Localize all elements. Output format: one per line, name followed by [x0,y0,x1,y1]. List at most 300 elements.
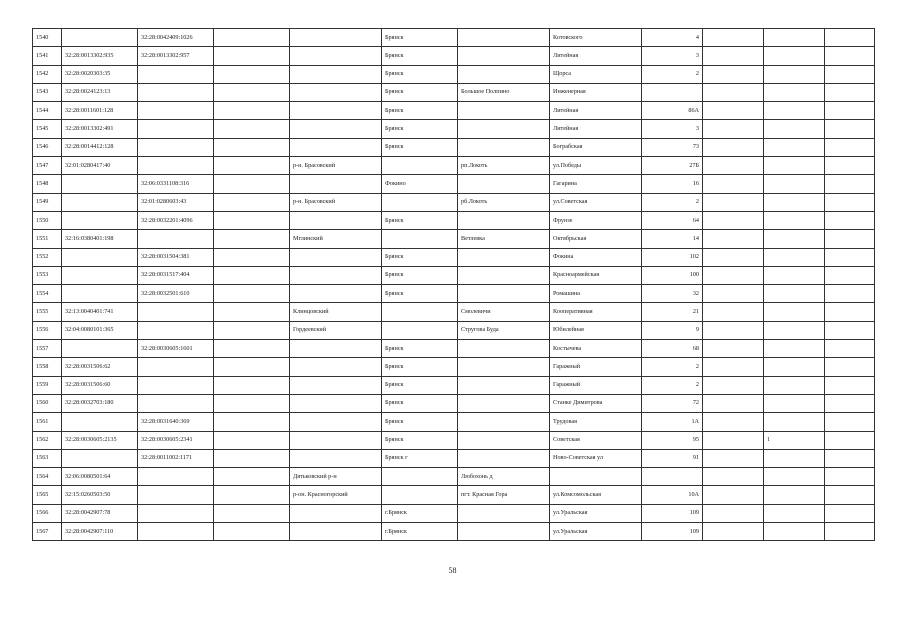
city-cell: Фокино [382,175,458,193]
cadastral-number-cell [62,266,138,284]
count-cell [764,211,825,229]
cadastral-number-cell [62,340,138,358]
extra-cell [703,102,764,120]
cadastral-number-2-cell [138,102,214,120]
street-cell: Фокина [550,248,642,266]
count-cell [764,394,825,412]
notes-cell [825,47,875,65]
cadastral-number-cell: 32:28:0031506:60 [62,376,138,394]
district-cell [290,358,382,376]
house-number-cell: 1А [642,413,703,431]
blank-cell [214,157,290,175]
city-cell: Брянск [382,266,458,284]
table-row [33,193,875,211]
district-cell [290,266,382,284]
street-cell: ул.Советская [550,193,642,211]
settlement-cell [458,285,550,303]
table-row [33,376,875,394]
table-row [33,47,875,65]
street-cell: Гагарина [550,175,642,193]
blank-cell [214,303,290,321]
city-cell: г.Брянск [382,523,458,541]
blank-cell [214,285,290,303]
cadastral-number-cell: 32:28:0024123:13 [62,83,138,101]
table-row [33,504,875,522]
table-row [33,358,875,376]
blank-cell [214,175,290,193]
cadastral-number-2-cell: 32:28:0032501:610 [138,285,214,303]
count-cell [764,321,825,339]
cadastral-number-2-cell [138,303,214,321]
city-cell: Брянск [382,65,458,83]
city-cell: Брянск г [382,449,458,467]
count-cell [764,193,825,211]
settlement-cell: рп.Локоть [458,157,550,175]
extra-cell [703,65,764,83]
settlement-cell: рб.Локоть [458,193,550,211]
settlement-cell [458,394,550,412]
district-cell: Клинцовский [290,303,382,321]
street-cell: ул.Уральская [550,523,642,541]
notes-cell [825,83,875,101]
blank-cell [214,431,290,449]
cadastral-number-cell [62,211,138,229]
district-cell: р-он. Красногорский [290,486,382,504]
notes-cell [825,376,875,394]
notes-cell [825,248,875,266]
street-cell: Трудовая [550,413,642,431]
street-cell: Гаражный [550,358,642,376]
city-cell [382,193,458,211]
table-row [33,211,875,229]
notes-cell [825,266,875,284]
extra-cell [703,211,764,229]
district-cell [290,431,382,449]
street-cell: ул.Комсомольская [550,486,642,504]
house-number-cell: 21 [642,303,703,321]
row-number-cell: 1550 [33,211,62,229]
district-cell [290,120,382,138]
row-number-cell: 1551 [33,230,62,248]
house-number-cell: 109 [642,504,703,522]
settlement-cell [458,138,550,156]
cadastral-number-2-cell [138,321,214,339]
cadastral-number-cell [62,449,138,467]
house-number-cell: 2 [642,65,703,83]
cadastral-number-cell: 32:28:0013302:935 [62,47,138,65]
city-cell: г.Брянск [382,504,458,522]
count-cell [764,230,825,248]
cadastral-number-2-cell [138,65,214,83]
extra-cell [703,376,764,394]
table-row [33,102,875,120]
house-number-cell: 73 [642,138,703,156]
district-cell: Дятьковский р-н [290,468,382,486]
street-cell: Юбилейная [550,321,642,339]
table-row [33,394,875,412]
cadastral-number-2-cell [138,504,214,522]
blank-cell [214,102,290,120]
notes-cell [825,102,875,120]
cadastral-number-cell: 32:04:0080101:365 [62,321,138,339]
blank-cell [214,47,290,65]
table-row [33,65,875,83]
row-number-cell: 1542 [33,65,62,83]
count-cell [764,413,825,431]
table-row [33,266,875,284]
cadastral-number-2-cell [138,394,214,412]
blank-cell [214,138,290,156]
notes-cell [825,340,875,358]
row-number-cell: 1543 [33,83,62,101]
blank-cell [214,340,290,358]
extra-cell [703,321,764,339]
notes-cell [825,449,875,467]
house-number-cell: 64 [642,211,703,229]
settlement-cell: Смолевичи [458,303,550,321]
cadastral-number-2-cell: 32:28:0031504:381 [138,248,214,266]
street-cell: Костычева [550,340,642,358]
cadastral-number-cell: 32:28:0030605:2135 [62,431,138,449]
street-cell: Литейная [550,47,642,65]
cadastral-number-2-cell [138,376,214,394]
extra-cell [703,394,764,412]
settlement-cell [458,376,550,394]
settlement-cell [458,47,550,65]
data-table [32,28,875,541]
district-cell: Мглинский [290,230,382,248]
house-number-cell: 16 [642,175,703,193]
cadastral-number-cell: 32:06:0080501:64 [62,468,138,486]
notes-cell [825,358,875,376]
cadastral-number-2-cell: 32:01:0280603:43 [138,193,214,211]
cadastral-number-2-cell [138,157,214,175]
extra-cell [703,248,764,266]
notes-cell [825,486,875,504]
row-number-cell: 1566 [33,504,62,522]
cadastral-number-cell [62,29,138,47]
blank-cell [214,321,290,339]
settlement-cell: Большое Полпино [458,83,550,101]
extra-cell [703,504,764,522]
cadastral-number-cell: 32:28:0042907:110 [62,523,138,541]
house-number-cell: 27Б [642,157,703,175]
blank-cell [214,211,290,229]
street-cell: ул.Победы [550,157,642,175]
district-cell: р-н. Брасовский [290,193,382,211]
city-cell [382,157,458,175]
city-cell: Брянск [382,248,458,266]
house-number-cell: 72 [642,394,703,412]
blank-cell [214,394,290,412]
cadastral-number-2-cell: 32:28:0031640:369 [138,413,214,431]
blank-cell [214,65,290,83]
notes-cell [825,230,875,248]
cadastral-number-2-cell [138,523,214,541]
cadastral-number-2-cell: 32:28:0042409:1026 [138,29,214,47]
house-number-cell: 2 [642,376,703,394]
notes-cell [825,138,875,156]
count-cell [764,340,825,358]
cadastral-number-2-cell: 32:06:0331108:316 [138,175,214,193]
cadastral-number-cell [62,248,138,266]
house-number-cell: 3 [642,47,703,65]
cadastral-number-2-cell: 32:28:0032201:4096 [138,211,214,229]
notes-cell [825,29,875,47]
street-cell: Октябрьская [550,230,642,248]
blank-cell [214,523,290,541]
street-cell: Бограбская [550,138,642,156]
settlement-cell [458,266,550,284]
blank-cell [214,468,290,486]
city-cell: Брянск [382,394,458,412]
district-cell [290,83,382,101]
row-number-cell: 1549 [33,193,62,211]
city-cell [382,321,458,339]
settlement-cell [458,211,550,229]
district-cell [290,175,382,193]
row-number-cell: 1567 [33,523,62,541]
street-cell: Кооперативная [550,303,642,321]
count-cell [764,29,825,47]
count-cell [764,102,825,120]
settlement-cell [458,248,550,266]
cadastral-number-2-cell [138,358,214,376]
notes-cell [825,157,875,175]
row-number-cell: 1555 [33,303,62,321]
row-number-cell: 1546 [33,138,62,156]
district-cell [290,102,382,120]
notes-cell [825,285,875,303]
notes-cell [825,120,875,138]
district-cell [290,65,382,83]
settlement-cell [458,449,550,467]
count-cell [764,523,825,541]
extra-cell [703,83,764,101]
extra-cell [703,47,764,65]
house-number-cell [642,468,703,486]
row-number-cell: 1544 [33,102,62,120]
district-cell [290,394,382,412]
street-cell: Фрунзе [550,211,642,229]
table-row [33,230,875,248]
city-cell: Брянск [382,376,458,394]
table-row [33,29,875,47]
settlement-cell [458,340,550,358]
table-row [33,157,875,175]
cadastral-number-2-cell [138,83,214,101]
city-cell: Брянск [382,211,458,229]
settlement-cell: Ветлевка [458,230,550,248]
city-cell: Брянск [382,120,458,138]
city-cell: Брянск [382,358,458,376]
district-cell [290,449,382,467]
house-number-cell: 68 [642,340,703,358]
page-number: 58 [448,566,457,575]
house-number-cell [642,83,703,101]
settlement-cell [458,504,550,522]
cadastral-number-cell: 32:28:0020303:35 [62,65,138,83]
count-cell: 1 [764,431,825,449]
district-cell [290,248,382,266]
count-cell [764,47,825,65]
house-number-cell: 95 [642,431,703,449]
count-cell [764,65,825,83]
city-cell: Брянск [382,29,458,47]
row-number-cell: 1553 [33,266,62,284]
city-cell: Брянск [382,413,458,431]
settlement-cell [458,431,550,449]
notes-cell [825,431,875,449]
city-cell: Брянск [382,47,458,65]
house-number-cell: 14 [642,230,703,248]
city-cell: Брянск [382,285,458,303]
district-cell [290,285,382,303]
house-number-cell: 86А [642,102,703,120]
table-row [33,431,875,449]
city-cell: Брянск [382,83,458,101]
notes-cell [825,468,875,486]
extra-cell [703,486,764,504]
cadastral-number-2-cell [138,120,214,138]
cadastral-number-2-cell: 32:28:0011002:1171 [138,449,214,467]
street-cell: Ромашина [550,285,642,303]
row-number-cell: 1548 [33,175,62,193]
table-row [33,486,875,504]
extra-cell [703,413,764,431]
row-number-cell: 1554 [33,285,62,303]
table-row [33,83,875,101]
row-number-cell: 1558 [33,358,62,376]
house-number-cell: 32 [642,285,703,303]
house-number-cell: 2 [642,193,703,211]
cadastral-number-2-cell [138,486,214,504]
blank-cell [214,248,290,266]
row-number-cell: 1563 [33,449,62,467]
house-number-cell: 3 [642,120,703,138]
settlement-cell [458,523,550,541]
cadastral-number-cell: 32:28:0031506:62 [62,358,138,376]
count-cell [764,486,825,504]
settlement-cell [458,29,550,47]
extra-cell [703,175,764,193]
cadastral-number-2-cell [138,468,214,486]
count-cell [764,358,825,376]
district-cell [290,29,382,47]
notes-cell [825,523,875,541]
city-cell [382,468,458,486]
table-row [33,285,875,303]
row-number-cell: 1557 [33,340,62,358]
blank-cell [214,504,290,522]
settlement-cell [458,65,550,83]
street-cell: Советская [550,431,642,449]
cadastral-number-cell [62,175,138,193]
cadastral-number-cell: 32:28:0032703:180 [62,394,138,412]
extra-cell [703,138,764,156]
extra-cell [703,431,764,449]
extra-cell [703,285,764,303]
table-row [33,138,875,156]
settlement-cell: Любохонь д [458,468,550,486]
row-number-cell: 1564 [33,468,62,486]
notes-cell [825,413,875,431]
notes-cell [825,394,875,412]
blank-cell [214,120,290,138]
extra-cell [703,266,764,284]
city-cell: Брянск [382,340,458,358]
blank-cell [214,358,290,376]
settlement-cell: Струговa Буда [458,321,550,339]
cadastral-number-cell: 32:15:0260503:50 [62,486,138,504]
street-cell: Щорса [550,65,642,83]
street-cell: Красноармейская [550,266,642,284]
count-cell [764,157,825,175]
row-number-cell: 1559 [33,376,62,394]
extra-cell [703,193,764,211]
table-row [33,449,875,467]
street-cell: Литейная [550,120,642,138]
district-cell [290,413,382,431]
count-cell [764,504,825,522]
blank-cell [214,376,290,394]
row-number-cell: 1540 [33,29,62,47]
notes-cell [825,65,875,83]
city-cell: Брянск [382,138,458,156]
row-number-cell: 1541 [33,47,62,65]
extra-cell [703,230,764,248]
count-cell [764,175,825,193]
count-cell [764,266,825,284]
table-row [33,523,875,541]
count-cell [764,303,825,321]
count-cell [764,138,825,156]
settlement-cell [458,102,550,120]
notes-cell [825,193,875,211]
notes-cell [825,303,875,321]
notes-cell [825,175,875,193]
street-cell: Гаражный [550,376,642,394]
extra-cell [703,358,764,376]
cadastral-number-cell: 32:13:0040401:741 [62,303,138,321]
street-cell [550,468,642,486]
settlement-cell [458,358,550,376]
cadastral-number-cell [62,193,138,211]
extra-cell [703,157,764,175]
row-number-cell: 1547 [33,157,62,175]
house-number-cell: 9 [642,321,703,339]
cadastral-number-cell: 32:28:0042907:78 [62,504,138,522]
street-cell: Инженерная [550,83,642,101]
notes-cell [825,321,875,339]
cadastral-number-cell: 32:28:0014412:128 [62,138,138,156]
house-number-cell: 4 [642,29,703,47]
cadastral-number-cell: 32:28:0011601:128 [62,102,138,120]
count-cell [764,285,825,303]
row-number-cell: 1565 [33,486,62,504]
district-cell [290,211,382,229]
count-cell [764,449,825,467]
street-cell: ул.Уральская [550,504,642,522]
house-number-cell: 102 [642,248,703,266]
extra-cell [703,468,764,486]
count-cell [764,83,825,101]
table-row [33,248,875,266]
house-number-cell: 109 [642,523,703,541]
table-row [33,120,875,138]
settlement-cell [458,413,550,431]
settlement-cell: пгт. Красная Гора [458,486,550,504]
